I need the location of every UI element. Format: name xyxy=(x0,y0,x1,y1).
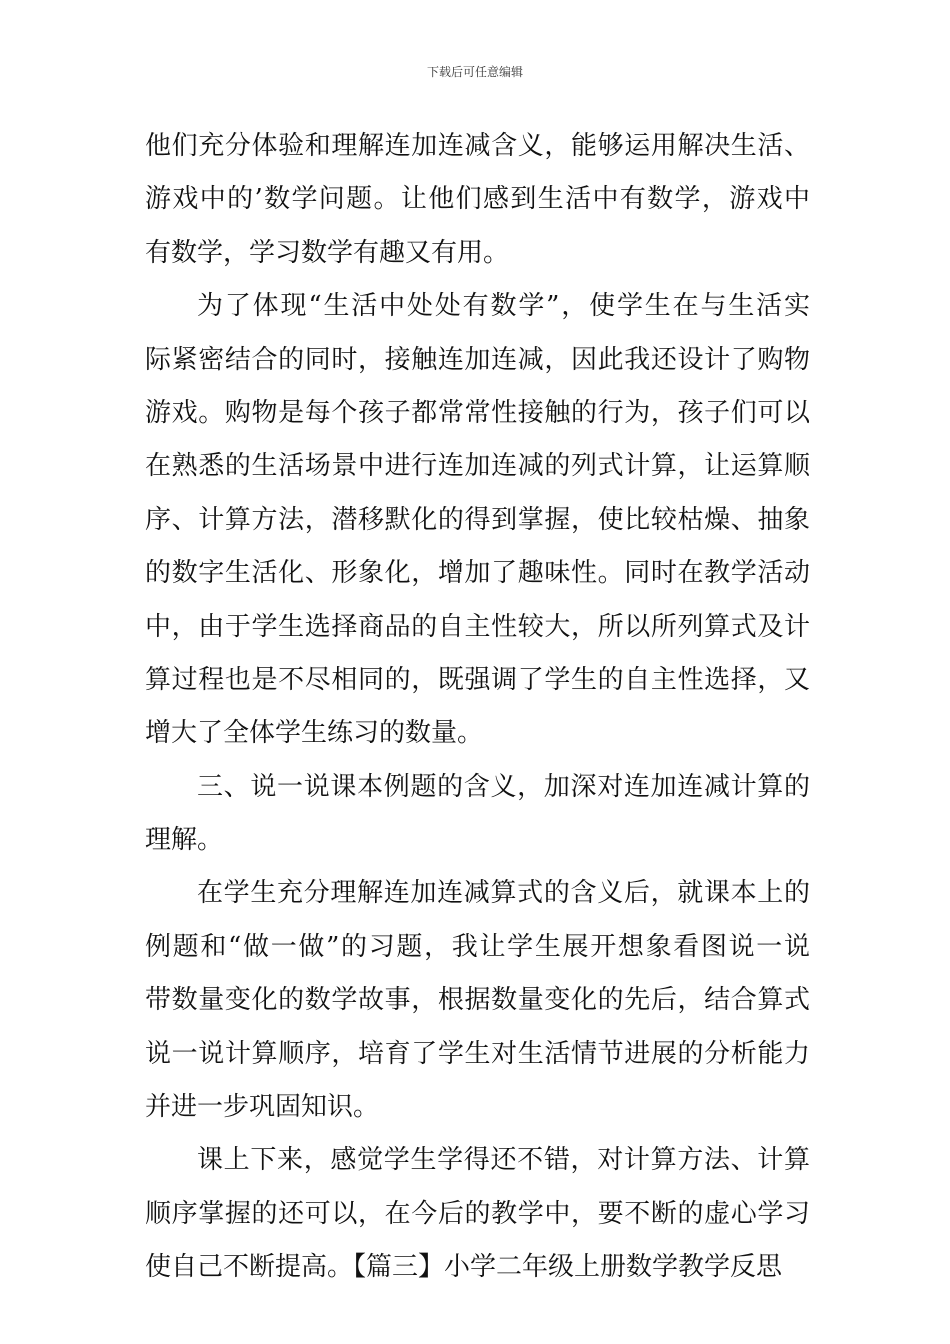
text-line: 顺序掌握的还可以，在今后的教学中，要不断的虚心学习 xyxy=(145,1198,810,1229)
page-header-watermark: 下载后可任意编辑 xyxy=(426,65,523,79)
text-line: 在熟悉的生活场景中进行连加连减的列式计算，让运算顺 xyxy=(145,451,810,482)
text-line: 算过程也是不尽相同的，既强调了学生的自主性选择，又 xyxy=(145,664,810,695)
text-line: 增大了全体学生练习的数量。 xyxy=(145,718,484,749)
paragraph-start-line: 在学生充分理解连加连减算式的含义后，就课本上的 xyxy=(197,878,810,909)
text-line: 例题和“做一做”的习题，我让学生展开想象看图说一说 xyxy=(145,931,810,962)
text-line: 使自己不断提高。【篇三】小学二年级上册数学教学反思 xyxy=(145,1252,783,1283)
text-line: 际紧密结合的同时，接触连加连减，因此我还设计了购物 xyxy=(145,344,810,375)
text-line: 说一说计算顺序，培育了学生对生活情节进展的分析能力 xyxy=(145,1038,810,1069)
text-line: 带数量变化的数学故事，根据数量变化的先后，结合算式 xyxy=(145,985,810,1016)
text-line: 游戏。购物是每个孩子都常常性接触的行为，孩子们可以 xyxy=(145,397,810,428)
text-line: 理解。 xyxy=(145,825,224,856)
paragraph-start-line: 三、说一说课本例题的含义，加深对连加连减计算的 xyxy=(197,771,810,802)
text-line: 有数学，学习数学有趣又有用。 xyxy=(145,237,510,268)
text-line: 并进一步巩固知识。 xyxy=(145,1092,380,1123)
text-line: 他们充分体验和理解连加连减含义，能够运用解决生活、 xyxy=(145,131,810,161)
text-line: 序、计算方法，潜移默化的得到掌握，使比较枯燥、抽象 xyxy=(145,504,810,535)
document-body xyxy=(145,120,810,1295)
text-line: 中，由于学生选择商品的自主性较大，所以所列算式及计 xyxy=(145,611,810,642)
text-line: 的数字生活化、形象化，增加了趣味性。同时在教学活动 xyxy=(145,558,810,589)
paragraph-start-line: 为了体现“生活中处处有数学”，使学生在与生活实 xyxy=(197,291,810,322)
paragraph-start-line: 课上下来，感觉学生学得还不错，对计算方法、计算 xyxy=(197,1145,810,1176)
text-line: 游戏中的’数学问题。让他们感到生活中有数学，游戏中 xyxy=(145,184,810,215)
